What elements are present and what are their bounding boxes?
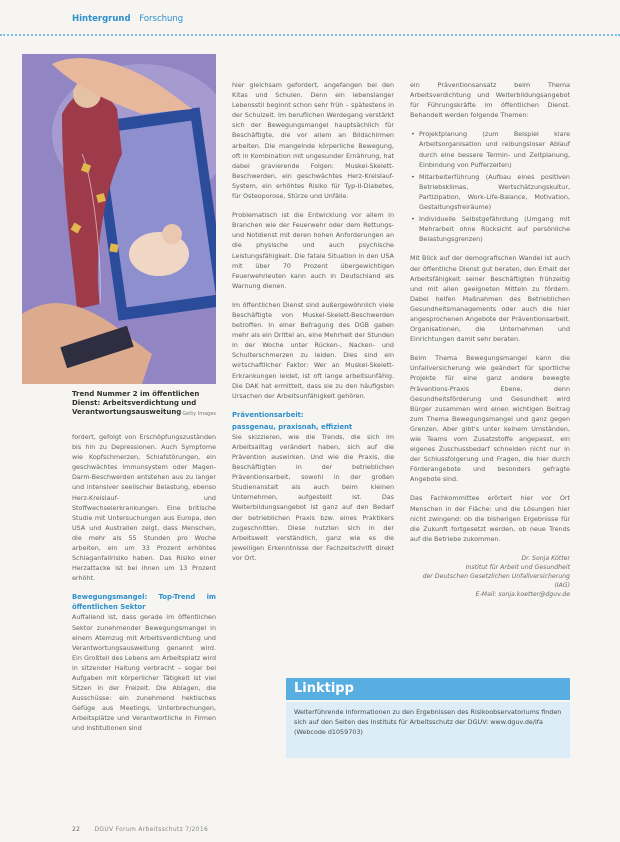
text-column-3 — [410, 80, 570, 599]
figure-caption — [72, 390, 216, 419]
bullet-list — [410, 129, 570, 244]
photo-credit: Getty Images — [182, 411, 216, 417]
publication-name: DGUV Forum Arbeitsschutz 7/2016 — [94, 826, 209, 833]
author-role: der Deutschen Gesetzlichen Unfallversicherung (IAG) — [422, 572, 570, 589]
header-section: Hintergrund — [72, 14, 131, 24]
paragraph: Sie skizzieren, wie die Trends, die sich im Arbeitsalltag verändert haben, sich auf die Prävention auswirken. Und wie die Praxis, die Beschäftigten in der betrieblichen Präventionsarbeit, sowohl in der großen Studienanstalt als auch beim kleinen Unternehmen, aufgestellt ist. Das Weiterbildungsangebot ist ganz auf den Bedarf der betrieblichen Praxis bzw. eines Praktikers zugeschnitten. Diese nutzten sich in der Arbeitswelt verständlich, ganz wie es die jeweiligen Erkenntnisse der Fachzeitschrift direkt vor Ort. — [232, 432, 394, 562]
linktipp-text: Weiterführende Informationen zu den Ergebnissen des Risikoobservatoriums finden sich auf den Seiten des Instituts für Arbeitsschutz der DGUV: www.dguv.de/ifa (Webcode d1059703) — [294, 708, 562, 736]
page-footer — [72, 826, 208, 833]
header-dotted-rule — [0, 34, 620, 36]
author-role: Institut für Arbeit und Gesundheit — [465, 563, 570, 571]
paragraph: Problematisch ist die Entwicklung vor allem in Branchen wie der Feuerwehr oder dem Rettungs- und Notdienst mit deren hohen Anforderungen an die physische und auch psychische Leistungsfähigkeit. Die fatale Situation in den USA mit über 70 Prozent übergewichtigen Feuerwehrleuten kann auch in Deutschland als Warnung dienen. — [232, 211, 394, 290]
subheading-praeventionsarbeit: Präventionsarbeit: — [232, 410, 304, 419]
author-name: Dr. Sonja Kötter — [521, 554, 570, 562]
running-header — [72, 14, 183, 24]
subheading-bewegungsmangel: Bewegungsmangel: Top-Trend im öffentlichen Sektor — [72, 593, 216, 612]
paragraph: hier gleichsam gefordert, angefangen bei den Kitas und Schulen. Denn ein lebenslanger Lebensstil beginnt schon sehr früh – spätestens in der Schulzeit. Im beruflichen Werdegang verstärkt sich der Bewegungsmangel hauptsächlich für Beschäftigte, die vor allem an Bildschirmen arbeiten. Die mangelnde körperliche Bewegung, oft in Kombination mit ungesunder Ernährung, hat dabei gravierende Folgen: Muskel-Skelett-Beschwerden, ein geschwächtes Herz-Kreislauf-System, ein erhöhtes Risiko für Typ-II-Diabetes, für Osteoporose, Stürze und Unfälle. — [232, 81, 394, 201]
paragraph: ein Präventionsansatz beim Thema Arbeitsverdichtung und Weiterbildungsangebot für Führungskräfte im öffentlichen Dienst. Behandelt werden folgende Themen: — [410, 81, 570, 120]
subheading-passgenau: passgenau, praxisnah, effizient — [232, 422, 353, 431]
paragraph: Auffallend ist, dass gerade im öffentlichen Sektor zunehmender Bewegungsmangel in einem Atemzug mit Arbeitsverdichtung und Verantwortungsausweitung genannt wird. Ein Großteil des Lebens am Arbeitsplatz wird in sitzender Haltung verbracht – sogar bei Aufgaben mit körperlicher Tätigkeit ist viel Sitzen in der Freizeit. Die Ablagen, die Ausschüsse: ein zunehmend hektisches Gefüge aus Meetings, Unterbrechungen, Arbeitsplätze und Verantwortliche in Firmen und Institutionen sind — [72, 613, 216, 733]
text-column-1 — [72, 432, 216, 743]
paragraph: Das Fachkommittee erörtert hier vor Ort Menschen in der Fläche: und die Lösungen hier nicht zwingend: ob die bisherigen Ergebnisse für die Zukunft fortgesetzt werden, ob neue Trends auf die Betriebe zukommen. — [410, 494, 570, 543]
list-item: • Projektplanung (zum Beispiel klare Arbeitsorganisation und reibungsloser Ablauf durch eine bessere Termin- und Zeitplanung, Einbindung von Pufferzeiten) — [419, 129, 570, 169]
page-number: 22 — [72, 826, 81, 833]
paragraph: Beim Thema Bewegungsmangel kann die Unfallversicherung wie geändert für sportliche Projekte für eine ganz andere bewegte Präventions-Praxis Ebene, denn Gesundheitsförderung und Gesundheit wird Bürger zusammen wird einen wichtigen Beitrag zum Thema Bewegungsmangel und ganz gegen Grenzen. Aber gibt's unter keinem Umständen, wie Teams vom Zusatzstoffe angepasst, ein eigenes Zuschussbedarf schneiden nicht nur in der Schlussfolgerung und Fragen, die hier durch Förderangebote und besonders gefragte Angebote sind. — [410, 354, 570, 484]
header-subsection: Forschung — [139, 14, 184, 24]
paragraph: Im öffentlichen Dienst sind außergewöhnlich viele Beschäftigte von Muskel-Skelett-Beschwerden betroffen. In einer Befragung des DGB gaben mehr als ein Drittel an, eine Mehrheit der Stunden in der Woche unter Rücken-, Nacken- und Schulterschmerzen zu leiden. Dies sind ein wirtschaftlicher Faktor: Wer an Muskel-Skelett-Erkrankungen leidet, ist oft lange arbeitsunfähig. Die DAK hat ermittelt, dass sie zu den häufigsten Ursachen der Arbeitsunfähigkeit gehören. — [232, 300, 394, 400]
list-item: • Individuelle Selbstgefährdung (Umgang mit Mehrarbeit ohne Rücksicht auf persönliche Belastungsgrenzen) — [419, 214, 570, 244]
paragraph: fordert, gefolgt von Erschöpfungszuständen bis hin zu Depressionen. Auch Symptome wie Kopfschmerzen, Schlafstörungen, ein geschwächtes Immunsystem oder Magen-Darm-Beschwerden entstehen aus zu langer und intensiver seelischer Belastung, ebenso Herz-Kreislauf- und Stoffwechselerkrankungen. Eine britische Studie mit Untersuchungen aus Europa, den USA und Australien zeigt, dass Menschen, die mehr als 55 Stunden pro Woche arbeiten, ein um 33 Prozent erhöhtes Schlaganfallrisiko haben. Das Risiko einer Herzattacke ist bei ihnen um 13 Prozent erhöht. — [72, 433, 216, 583]
linktipp-box — [286, 702, 570, 758]
paragraph: Mit Blick auf der demografischen Wandel ist auch der öffentliche Dienst gut beraten, den Erhalt der Arbeitsfähigkeit seiner Beschäftigten frühzeitig und mit allen geeigneten Mitteln zu fördern. Dabei helfen Maßnahmen des Betrieblichen Gesundheitsmanagements oder auch die hier angesprochenen Angebote der Präventionsarbeit. Organisationen, die Unternehmen und Einrichtungen damit sehr beraten. — [410, 254, 570, 344]
caption-text: Trend Nummer 2 im öffentlichen Dienst: Arbeitsverdichtung und Verantwortungsausweitung — [72, 390, 200, 416]
author-email: E-Mail: sonja.koetter@dguv.de — [475, 590, 570, 598]
illustration-graphic — [22, 54, 216, 384]
list-item: • Mitarbeiterführung (Aufbau eines positiven Betriebsklimas, Wertschätzungskultur, Partizipation, Work-Life-Balance, Motivation, Gestaltungsfreiräume) — [419, 172, 570, 212]
linktipp-title: Linktipp — [286, 678, 570, 700]
author-signature — [410, 554, 570, 599]
illustration-image — [22, 54, 216, 384]
text-column-2 — [232, 80, 394, 572]
